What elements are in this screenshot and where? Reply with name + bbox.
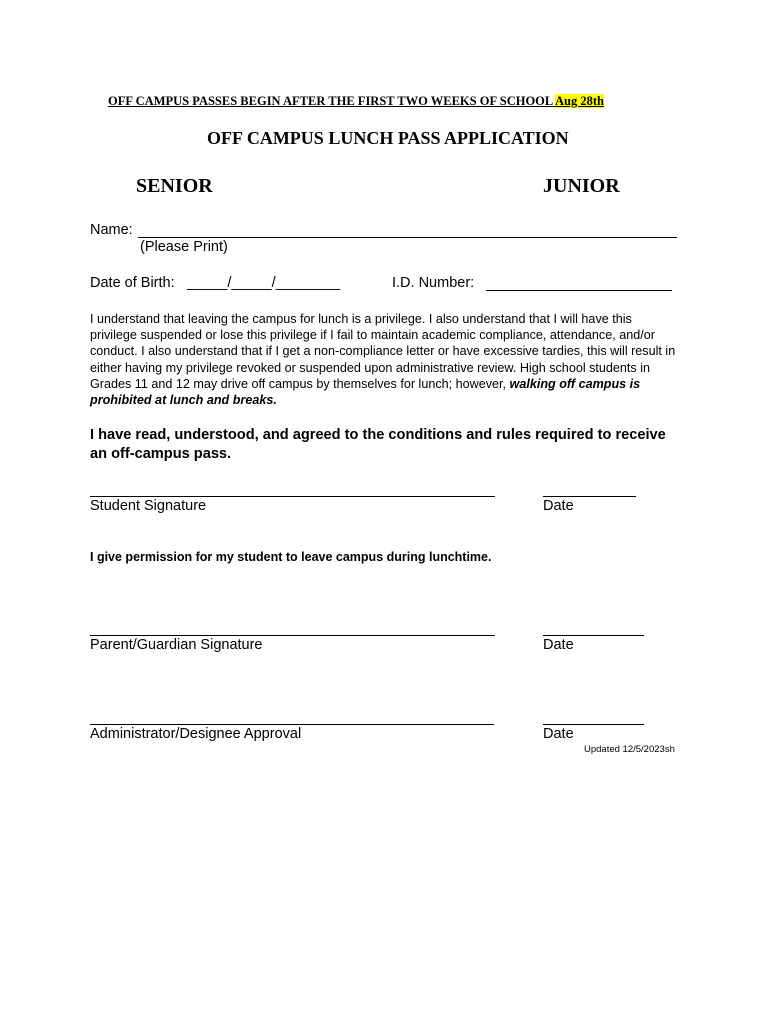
student-signature-line[interactable] [90,481,495,497]
agreement-text: I understand that leaving the campus for lunch is a privilege. I also understand that I will have this privilege suspended or lose this privilege if I fail to maintain academic compliance, attendance, and/or conduct. I also understand that if I get a non-compliance letter or have excessive tardies, this will result in either having my privilege revoked or suspended upon administrative review. High school students in Grades 11 and 12 may drive off campus by themselves for lunch; however, [90,312,676,391]
form-title: OFF CAMPUS LUNCH PASS APPLICATION [207,128,569,148]
senior-option[interactable]: SENIOR [136,175,213,197]
administrator-signature-line[interactable] [90,709,494,725]
dob-field[interactable]: _____/_____/________ [187,275,341,291]
junior-option[interactable]: JUNIOR [543,175,620,197]
name-field[interactable] [138,223,677,238]
administrator-date-label: Date [543,726,574,742]
parent-permission-statement: I give permission for my student to leave campus during lunchtime. [90,550,492,564]
student-date-label: Date [543,498,574,514]
agreement-paragraph [90,311,680,408]
name-hint: (Please Print) [140,239,228,255]
id-number-label: I.D. Number: [392,275,475,291]
acknowledgement-statement: I have read, understood, and agreed to the conditions and rules required to receive an off-campus pass. [90,427,666,462]
student-signature-label: Student Signature [90,498,207,514]
parent-signature-line[interactable] [90,620,495,636]
updated-footnote: Updated 12/5/2023sh [584,744,675,755]
parent-date-label: Date [543,637,574,653]
name-label: Name: [90,222,133,238]
parent-signature-label: Parent/Guardian Signature [90,637,263,653]
notice-text: OFF CAMPUS PASSES BEGIN AFTER THE FIRST TWO WEEKS OF SCHOOL [108,94,555,108]
notice-heading [108,94,604,109]
administrator-signature-label: Administrator/Designee Approval [90,726,302,742]
student-date-line[interactable] [543,481,636,497]
notice-date-highlight: Aug 28th [555,94,604,108]
agreement-emphasis: walking off campus is prohibited at lunch and breaks. [90,376,641,408]
id-number-field[interactable] [486,276,672,291]
parent-date-line[interactable] [543,620,644,636]
administrator-date-line[interactable] [543,709,644,725]
dob-label: Date of Birth: [90,275,175,291]
